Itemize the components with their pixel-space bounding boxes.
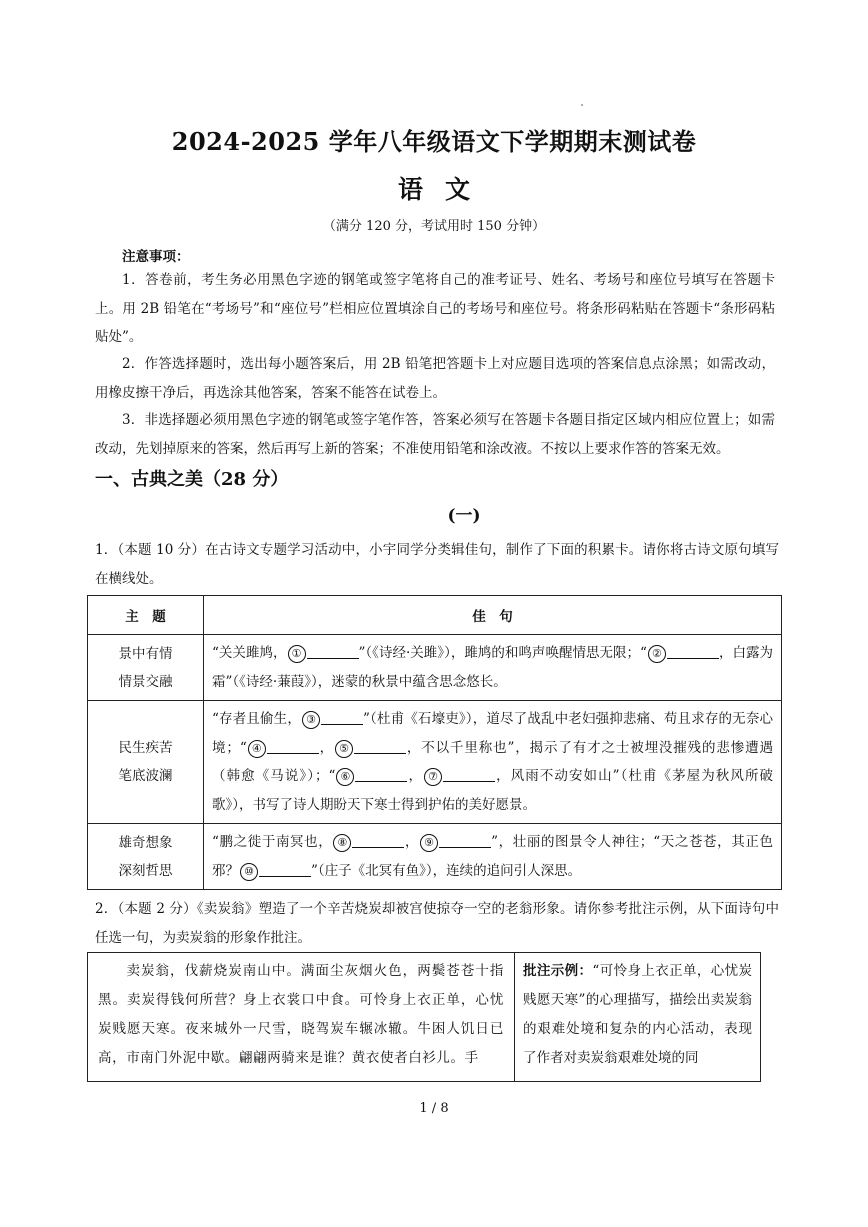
section-title: 一、古典之美（28 分） [95,469,289,490]
table-row [88,635,782,701]
note-item-1: 1．答卷前，考生务必用黑色字迹的钢笔或签字笔将自己的准考证号、姓名、考场号和座位号填写在答题卡上。用 2B 铅笔在“考场号”和“座位号”栏相应位置填涂自己的考场号和座位号。将条形码粘贴在答题卡“条形码粘贴处”。 [95,272,775,345]
answer-blank-8[interactable] [352,833,404,848]
table-row [88,701,782,824]
blank-marker-1: ① [288,645,306,663]
blank-marker-10: ⑩ [240,863,258,881]
exam-title: 2024-2025 学年八年级语文下学期期末测试卷 [171,127,697,156]
page-number: 1 / 8 [419,1101,449,1116]
subject-title: 语文 [397,175,492,204]
blank-marker-8: ⑧ [333,834,351,852]
poem-excerpt: 卖炭翁，伐薪烧炭南山中。满面尘灰烟火色，两鬓苍苍十指黑。卖炭得钱何所营？身上衣裳口中食。可怜身上衣正单，心忧炭贱愿天寒。夜来城外一尺雪，晓驾炭车辗冰辙。牛困人饥日已高，市南门外泥中歇。翩翩两骑来是谁？黄衣使者白衫儿。手 [88,953,515,1081]
annotation-box [87,952,761,1082]
example-label: 批注示例： [523,963,593,979]
annotation-example [515,953,760,1081]
blank-marker-9: ⑨ [420,834,438,852]
row-content: “关关雎鸠， ① ”（《诗经·关雎》），雎鸠的和鸣声唤醒情思无限；“ ② ，白露为霜”（《诗经·蒹葭》），迷蒙的秋景中蕴含思念悠长。 [204,635,782,701]
part-title: (一) [447,506,481,526]
row-theme: 景中有情 情景交融 [88,635,204,701]
question-1-text: 1．（本题 10 分）在古诗文专题学习活动中，小宇同学分类辑佳句，制作了下面的积累卡。请你将古诗文原句填写在横线处。 [95,542,779,587]
blank-marker-5: ⑤ [335,740,353,758]
example-text: “可怜身上衣正单，心忧炭贱愿天寒”的心理描写，描绘出卖炭翁的艰难处境和复杂的内心活动，表现了作者对卖炭翁艰难处境的同 [523,963,752,1066]
row-content: “存者且偷生， ③ ”（杜甫《石壕吏》），道尽了战乱中老妇强抑悲痛、苟且求存的无奈心境；“ ④ ， ⑤ ，不以千里称也”，揭示了有才之士被埋没摧残的悲惨遭遇（韩愈《马说》）；“ ⑥ ， ⑦ ，风雨不动安如山”（杜甫《茅屋为秋风所破歌》），书写了诗人期盼天下寒士得到护佑的美好愿景。 [204,701,782,824]
answer-blank-5[interactable] [354,739,406,754]
note-item-2: 2．作答选择题时，选出每小题答案后，用 2B 铅笔把答题卡上对应题目选项的答案信息点涂黑；如需改动，用橡皮擦干净后，再选涂其他答案，答案不能答在试卷上。 [95,356,775,401]
row-theme: 雄奇想象 深刻哲思 [88,824,204,890]
blank-marker-3: ③ [302,711,320,729]
answer-blank-6[interactable] [355,767,407,782]
answer-blank-2[interactable] [667,644,719,659]
table-header-row [88,596,782,635]
table-row [88,824,782,890]
blank-marker-4: ④ [248,740,266,758]
blank-marker-2: ② [648,645,666,663]
exam-meta: （满分 120 分，考试用时 150 分钟） [322,219,546,234]
row-content: “鹏之徙于南冥也， ⑧ ， ⑨ ”，壮丽的图景令人神往；“天之苍苍，其正色邪？ ⑩ ”（庄子《北冥有鱼》），连续的追问引人深思。 [204,824,782,890]
scan-dot [581,104,583,106]
blank-marker-7: ⑦ [424,768,442,786]
answer-blank-3[interactable] [321,710,363,725]
blank-marker-6: ⑥ [336,768,354,786]
note-item-3: 3．非选择题必须用黑色字迹的钢笔或签字笔作答，答案必须写在答题卡各题目指定区域内相应位置上；如需改动，先划掉原来的答案，然后再写上新的答案；不准使用铅笔和涂改液。不按以上要求作答的答案无效。 [95,412,775,457]
notes-title: 注意事项： [122,249,190,265]
row-theme: 民生疾苦 笔底波澜 [88,701,204,824]
answer-blank-7[interactable] [443,767,495,782]
answer-blank-4[interactable] [267,739,319,754]
header-theme: 主 题 [88,596,204,635]
header-sentence: 佳 句 [204,596,782,635]
answer-blank-1[interactable] [307,644,359,659]
accumulation-card-table [87,595,782,890]
answer-blank-9[interactable] [439,833,491,848]
question-2-text: 2．（本题 2 分）《卖炭翁》塑造了一个辛苦烧炭却被宫使掠夺一空的老翁形象。请你参考批注示例，从下面诗句中任选一句，为卖炭翁的形象作批注。 [95,901,779,946]
answer-blank-10[interactable] [259,862,311,877]
